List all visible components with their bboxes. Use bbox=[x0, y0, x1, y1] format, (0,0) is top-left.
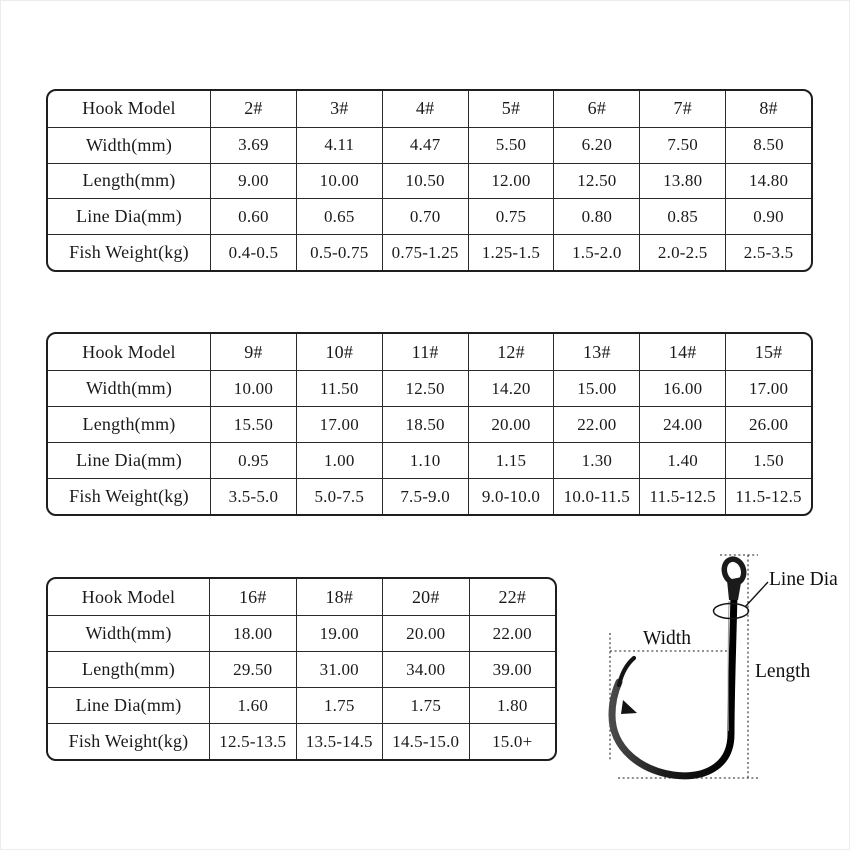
table-cell: 0.90 bbox=[725, 198, 811, 234]
row-label-cell: Line Dia(mm) bbox=[48, 442, 210, 478]
table-cell: 12.5-13.5 bbox=[209, 723, 296, 759]
table-cell: 24.00 bbox=[639, 406, 725, 442]
table-cell: 1.15 bbox=[468, 442, 554, 478]
table-cell: 29.50 bbox=[209, 651, 296, 687]
table-cell: 1.25-1.5 bbox=[468, 234, 554, 270]
table-cell: 3.69 bbox=[210, 127, 296, 163]
table-header-cell: 4# bbox=[382, 91, 468, 127]
table-cell: 4.11 bbox=[296, 127, 382, 163]
table-cell: 31.00 bbox=[296, 651, 383, 687]
table-cell: 0.75-1.25 bbox=[382, 234, 468, 270]
hook-neck bbox=[727, 577, 742, 600]
table-cell: 20.00 bbox=[468, 406, 554, 442]
table-cell: 15.50 bbox=[210, 406, 296, 442]
table-cell: 1.40 bbox=[639, 442, 725, 478]
table-cell: 26.00 bbox=[725, 406, 811, 442]
table-header-cell: 8# bbox=[725, 91, 811, 127]
table-header-cell: 14# bbox=[639, 334, 725, 370]
row-label-cell: Width(mm) bbox=[48, 370, 210, 406]
row-label-cell: Length(mm) bbox=[48, 163, 210, 199]
table-cell: 15.00 bbox=[553, 370, 639, 406]
table-cell: 39.00 bbox=[469, 651, 556, 687]
table-cell: 14.5-15.0 bbox=[382, 723, 469, 759]
row-label-cell: Fish Weight(kg) bbox=[48, 723, 209, 759]
hook-body bbox=[612, 593, 734, 776]
table-cell: 0.75 bbox=[468, 198, 554, 234]
table-header-cell: 6# bbox=[553, 91, 639, 127]
table-cell: 3.5-5.0 bbox=[210, 478, 296, 514]
table-cell: 22.00 bbox=[553, 406, 639, 442]
table-cell: 1.60 bbox=[209, 687, 296, 723]
table-cell: 9.00 bbox=[210, 163, 296, 199]
table-cell: 7.50 bbox=[639, 127, 725, 163]
table-cell: 13.80 bbox=[639, 163, 725, 199]
table-cell: 12.50 bbox=[553, 163, 639, 199]
table-cell: 6.20 bbox=[553, 127, 639, 163]
hook-barb-icon bbox=[621, 700, 637, 714]
table-cell: 7.5-9.0 bbox=[382, 478, 468, 514]
table-cell: 11.5-12.5 bbox=[725, 478, 811, 514]
table-header-cell: 2# bbox=[210, 91, 296, 127]
table-header-cell: 13# bbox=[553, 334, 639, 370]
table-cell: 0.70 bbox=[382, 198, 468, 234]
table-cell: 2.0-2.5 bbox=[639, 234, 725, 270]
table-cell: 1.75 bbox=[296, 687, 383, 723]
table-header-cell: 11# bbox=[382, 334, 468, 370]
row-label-cell: Width(mm) bbox=[48, 615, 209, 651]
table-cell: 19.00 bbox=[296, 615, 383, 651]
row-label-cell: Width(mm) bbox=[48, 127, 210, 163]
table-cell: 0.85 bbox=[639, 198, 725, 234]
table-header-cell: 10# bbox=[296, 334, 382, 370]
row-label-cell: Line Dia(mm) bbox=[48, 687, 209, 723]
table-cell: 1.00 bbox=[296, 442, 382, 478]
hook-point bbox=[619, 658, 634, 685]
width-label: Width bbox=[643, 628, 691, 649]
table-cell: 34.00 bbox=[382, 651, 469, 687]
table-cell: 11.50 bbox=[296, 370, 382, 406]
row-label-cell: Fish Weight(kg) bbox=[48, 478, 210, 514]
table-cell: 10.00 bbox=[210, 370, 296, 406]
line-dia-label: Line Dia bbox=[769, 569, 838, 590]
table-header-cell: 5# bbox=[468, 91, 554, 127]
table-cell: 1.80 bbox=[469, 687, 556, 723]
table-header-cell: 9# bbox=[210, 334, 296, 370]
table-header-cell: 7# bbox=[639, 91, 725, 127]
table-cell: 0.65 bbox=[296, 198, 382, 234]
table-cell: 16.00 bbox=[639, 370, 725, 406]
table-header-cell: 15# bbox=[725, 334, 811, 370]
table-header-cell: 18# bbox=[296, 579, 383, 615]
table-cell: 12.50 bbox=[382, 370, 468, 406]
row-label-cell: Length(mm) bbox=[48, 651, 209, 687]
table-cell: 17.00 bbox=[296, 406, 382, 442]
row-label-cell: Fish Weight(kg) bbox=[48, 234, 210, 270]
table-cell: 13.5-14.5 bbox=[296, 723, 383, 759]
table-header-cell: 12# bbox=[468, 334, 554, 370]
table-cell: 1.10 bbox=[382, 442, 468, 478]
table-cell: 14.20 bbox=[468, 370, 554, 406]
table-header-cell: 22# bbox=[469, 579, 556, 615]
row-label-cell: Length(mm) bbox=[48, 406, 210, 442]
length-label: Length bbox=[755, 661, 811, 682]
table-cell: 0.95 bbox=[210, 442, 296, 478]
table-corner-header-cell: Hook Model bbox=[82, 341, 176, 362]
table-cell: 4.47 bbox=[382, 127, 468, 163]
table-header-cell: 3# bbox=[296, 91, 382, 127]
table-cell: 2.5-3.5 bbox=[725, 234, 811, 270]
table-cell: 14.80 bbox=[725, 163, 811, 199]
hook-diagram bbox=[1, 1, 850, 850]
table-cell: 9.0-10.0 bbox=[468, 478, 554, 514]
table-cell: 11.5-12.5 bbox=[639, 478, 725, 514]
table-cell: 0.4-0.5 bbox=[210, 234, 296, 270]
table-header-cell: 16# bbox=[209, 579, 296, 615]
row-label-cell: Line Dia(mm) bbox=[48, 198, 210, 234]
table-header-cell: 20# bbox=[382, 579, 469, 615]
hook-illustration bbox=[612, 557, 746, 776]
table-cell: 1.75 bbox=[382, 687, 469, 723]
table-cell: 10.50 bbox=[382, 163, 468, 199]
line-dia-pointer-line bbox=[745, 582, 768, 607]
table-cell: 10.0-11.5 bbox=[553, 478, 639, 514]
table-cell: 18.00 bbox=[209, 615, 296, 651]
table-corner-header-cell: Hook Model bbox=[81, 586, 176, 607]
table-cell: 0.5-0.75 bbox=[296, 234, 382, 270]
table-cell: 17.00 bbox=[725, 370, 811, 406]
table-cell: 15.0+ bbox=[469, 723, 556, 759]
table-corner-header-cell: Hook Model bbox=[82, 98, 176, 119]
table-cell: 1.5-2.0 bbox=[553, 234, 639, 270]
table-cell: 10.00 bbox=[296, 163, 382, 199]
table-cell: 8.50 bbox=[725, 127, 811, 163]
table-cell: 0.80 bbox=[553, 198, 639, 234]
table-cell: 20.00 bbox=[382, 615, 469, 651]
table-cell: 0.60 bbox=[210, 198, 296, 234]
table-cell: 5.50 bbox=[468, 127, 554, 163]
line-dia-annotation bbox=[714, 582, 769, 619]
table-cell: 22.00 bbox=[469, 615, 556, 651]
table-cell: 5.0-7.5 bbox=[296, 478, 382, 514]
table-cell: 12.00 bbox=[468, 163, 554, 199]
table-cell: 18.50 bbox=[382, 406, 468, 442]
table-cell: 1.30 bbox=[553, 442, 639, 478]
table-cell: 1.50 bbox=[725, 442, 811, 478]
